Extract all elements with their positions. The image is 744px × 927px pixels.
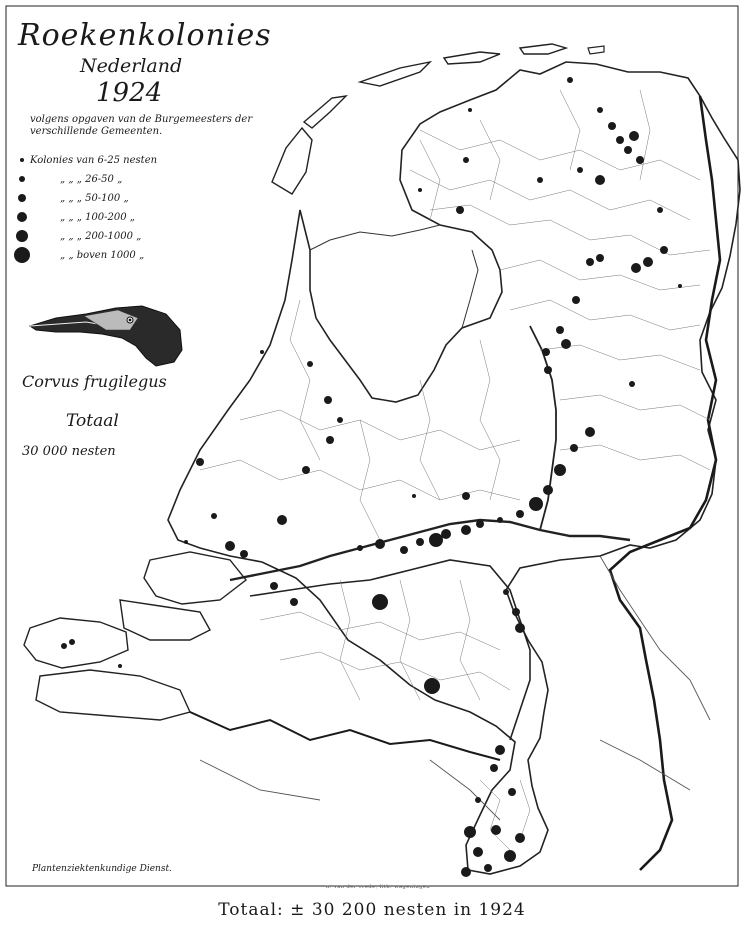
legend-row xyxy=(14,190,214,209)
total-label: Totaal xyxy=(66,411,119,431)
legend-dot xyxy=(16,230,28,242)
legend-dot xyxy=(19,176,25,182)
national-border xyxy=(610,96,720,870)
wadden-island-rottum xyxy=(588,46,604,54)
legend-dot xyxy=(17,212,27,222)
caption: Totaal: ± 30 200 nesten in 1924 xyxy=(218,900,526,920)
zeeland-island-walcheren xyxy=(24,618,128,668)
mainland-outline xyxy=(168,62,740,874)
species-name: Corvus frugilegus xyxy=(22,372,167,391)
legend-label: Kolonies van 6-25 nesten xyxy=(30,155,158,166)
wadden-island-schiermonnikoog xyxy=(520,44,566,54)
source-note: volgens opgaven van de Burgemeesters der verschillende Gemeenten. xyxy=(30,114,253,137)
legend-dot xyxy=(14,247,30,263)
map-title: Roekenkolonies xyxy=(18,18,272,53)
wadden-island-terschelling xyxy=(360,62,430,86)
total-value: 30 000 nesten xyxy=(22,444,116,459)
legend-label: „ „ „ 200-1000 „ xyxy=(60,231,142,242)
legend-row xyxy=(14,209,214,228)
municipal-lines xyxy=(200,90,710,850)
legend-dot xyxy=(18,194,26,202)
legend-label: „ „ „ 100-200 „ xyxy=(60,212,135,223)
legend-dot xyxy=(20,158,24,162)
map-subtitle: Nederland xyxy=(80,55,183,77)
zuiderzee-coast xyxy=(310,225,478,328)
river-maas xyxy=(250,560,530,740)
zeeland-island-north xyxy=(144,552,246,604)
map-year: 1924 xyxy=(96,78,163,108)
wadden-island-texel xyxy=(272,128,312,194)
foreign-rivers xyxy=(200,556,710,820)
legend xyxy=(14,152,214,266)
legend-label: „ „ „ 26-50 „ xyxy=(60,174,123,185)
belgian-border xyxy=(190,712,500,760)
credit: Plantenziektenkundige Dienst. xyxy=(32,864,172,874)
imprint: n. van der vrede, lith. wageningen xyxy=(326,884,431,890)
zeeland-island-middle xyxy=(120,600,210,640)
zeeuws-vlaanderen xyxy=(36,670,190,720)
legend-row xyxy=(14,171,214,190)
title-block xyxy=(18,18,272,138)
legend-row xyxy=(14,228,214,247)
legend-label: „ „ boven 1000 „ xyxy=(60,250,145,261)
legend-label: „ „ „ 50-100 „ xyxy=(60,193,129,204)
wadden-island-ameland xyxy=(444,52,500,64)
wadden-island-vlieland xyxy=(304,96,346,128)
rivers xyxy=(230,520,630,580)
rook-head-icon xyxy=(26,300,186,370)
legend-row xyxy=(14,152,214,171)
legend-row xyxy=(14,247,214,266)
